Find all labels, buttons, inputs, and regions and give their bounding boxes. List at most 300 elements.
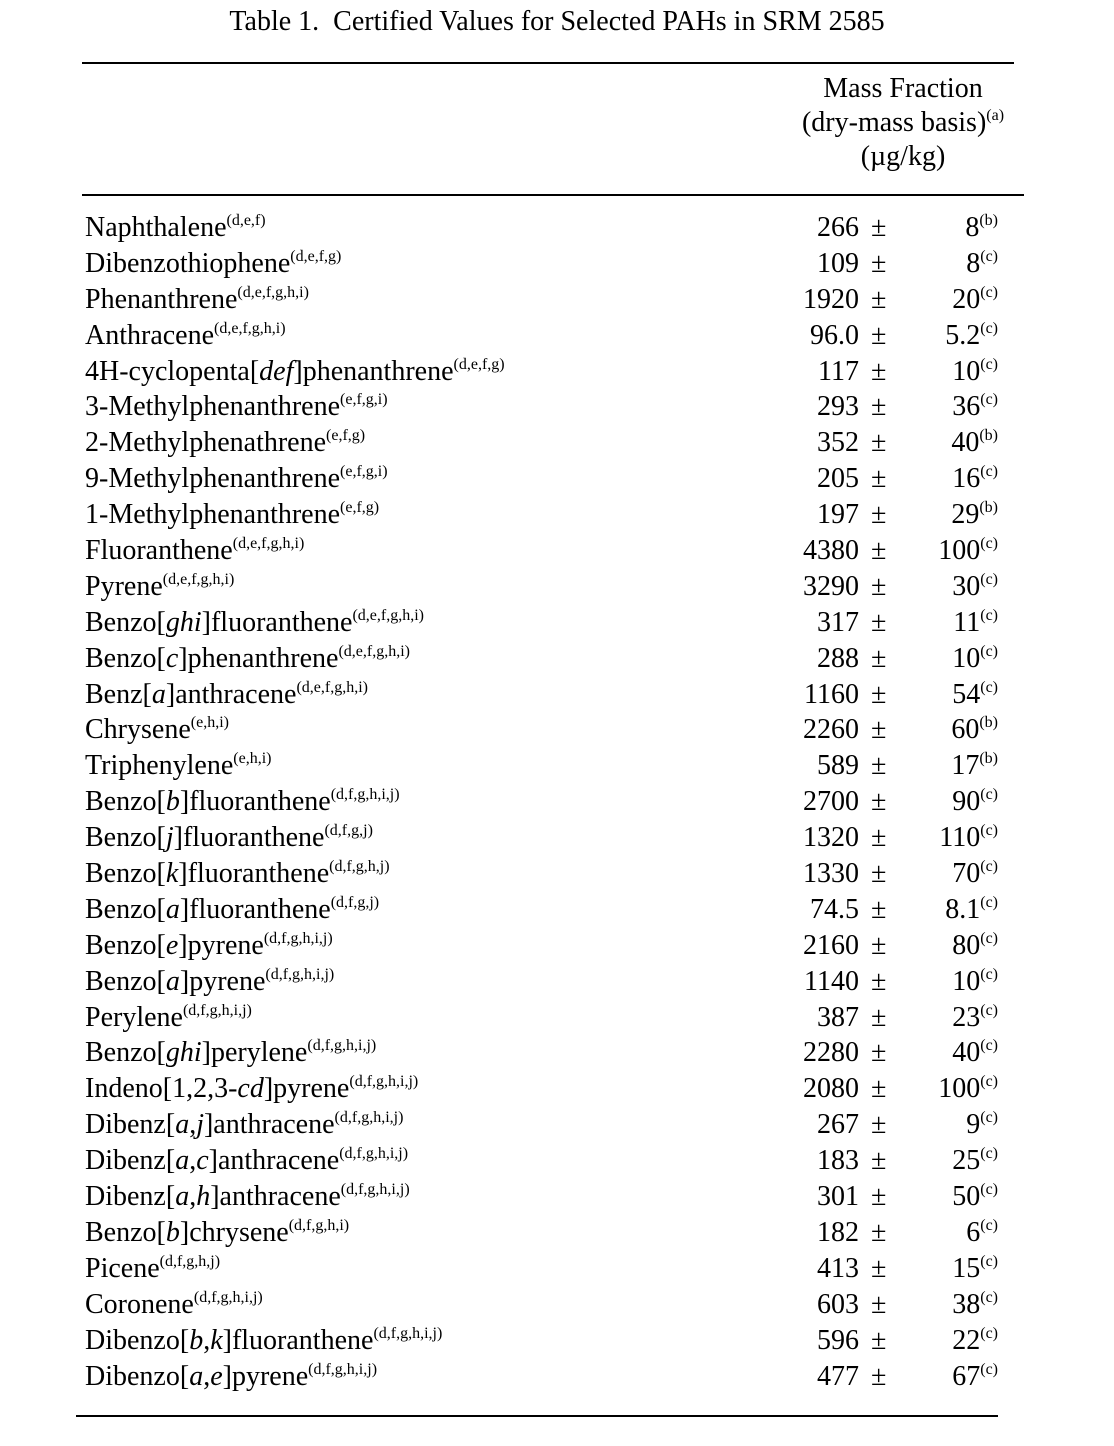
table-row bbox=[0, 389, 1114, 425]
compound-method-notes: (d,f,g,h,i,j) bbox=[349, 1073, 419, 1091]
compound-name bbox=[85, 461, 388, 497]
uncertainty-note: (c) bbox=[980, 247, 998, 265]
uncertainty-number: 25 bbox=[952, 1145, 981, 1177]
table-title: Table 1. Certified Values for Selected PAHs in SRM 2585 bbox=[229, 6, 885, 37]
compound-name-text: 3-Methylphenanthrene bbox=[85, 391, 341, 423]
mass-fraction-value: 2080 bbox=[803, 1073, 859, 1105]
uncertainty-number: 8 bbox=[966, 247, 981, 279]
mass-fraction-value: 2280 bbox=[803, 1037, 859, 1069]
mass-fraction-value: 183 bbox=[817, 1145, 859, 1177]
table-row bbox=[0, 1287, 1114, 1323]
compound-method-notes: (d,f,g,h,i,j) bbox=[182, 1001, 252, 1019]
uncertainty-note: (b) bbox=[979, 212, 998, 229]
mass-fraction-value: 603 bbox=[817, 1288, 859, 1320]
plus-minus-symbol: ± bbox=[871, 714, 887, 746]
compound-name bbox=[85, 1215, 349, 1251]
mass-fraction-value: 2700 bbox=[803, 786, 859, 818]
compound-method-notes: (d,f,g,h,i,j) bbox=[308, 1360, 378, 1378]
table-row bbox=[0, 1107, 1114, 1143]
table-row bbox=[0, 892, 1114, 928]
compound-name-text: Phenanthrene bbox=[85, 283, 238, 315]
compound-name-text: 2-Methylphenathrene bbox=[85, 427, 327, 459]
compound-method-notes: (d,e,f,g,h,i) bbox=[214, 319, 286, 337]
mass-fraction-value: 1330 bbox=[803, 858, 859, 890]
uncertainty-note: (b) bbox=[979, 714, 998, 732]
compound-name bbox=[85, 605, 424, 641]
mass-fraction-value: 267 bbox=[817, 1109, 859, 1141]
uncertainty-value bbox=[952, 784, 998, 820]
uncertainty-value bbox=[952, 282, 998, 318]
compound-name-text: Benzo[a]pyrene bbox=[85, 965, 266, 997]
compound-name bbox=[85, 1323, 442, 1359]
plus-minus-symbol: ± bbox=[871, 535, 887, 567]
plus-minus-symbol: ± bbox=[871, 1145, 887, 1177]
uncertainty-number: 90 bbox=[952, 786, 981, 818]
uncertainty-number: 10 bbox=[952, 965, 981, 997]
uncertainty-number: 54 bbox=[952, 678, 981, 710]
uncertainty-number: 30 bbox=[952, 570, 981, 602]
compound-method-notes: (e,f,g) bbox=[326, 427, 366, 445]
compound-name bbox=[85, 712, 229, 748]
uncertainty-note: (c) bbox=[980, 893, 998, 911]
plus-minus-symbol: ± bbox=[871, 606, 887, 638]
compound-method-notes: (d,e,f,g,h,i) bbox=[232, 535, 305, 553]
compound-method-notes: (d,e,f,g,h,i) bbox=[352, 606, 424, 624]
plus-minus-symbol: ± bbox=[871, 319, 887, 351]
mass-fraction-value: 317 bbox=[817, 606, 859, 638]
plus-minus-symbol: ± bbox=[871, 427, 887, 459]
table-row bbox=[0, 1179, 1114, 1215]
uncertainty-note: (b) bbox=[979, 499, 998, 517]
uncertainty-value bbox=[938, 533, 998, 569]
uncertainty-value bbox=[952, 856, 998, 892]
mass-fraction-value: 109 bbox=[817, 247, 859, 279]
uncertainty-value bbox=[939, 820, 998, 856]
compound-method-notes: (d,f,g,h,i,j) bbox=[193, 1288, 263, 1306]
compound-method-notes: (d,f,g,h,j) bbox=[159, 1252, 221, 1270]
compound-name bbox=[85, 1179, 410, 1215]
uncertainty-number: 8 bbox=[965, 212, 980, 243]
uncertainty-value bbox=[966, 1215, 998, 1251]
table-row bbox=[0, 1071, 1114, 1107]
mass-fraction-value: 266 bbox=[817, 212, 859, 243]
plus-minus-symbol: ± bbox=[871, 893, 887, 925]
plus-minus-symbol: ± bbox=[871, 1037, 887, 1069]
compound-name bbox=[85, 856, 390, 892]
compound-name-text: Benzo[j]fluoranthene bbox=[85, 822, 325, 854]
compound-name-text: Naphthalene bbox=[85, 212, 227, 243]
uncertainty-number: 50 bbox=[952, 1181, 981, 1213]
compound-method-notes: (e,f,g,i) bbox=[340, 463, 388, 481]
uncertainty-value bbox=[952, 354, 998, 390]
mass-fraction-value: 288 bbox=[817, 642, 859, 674]
compound-name-text: Indeno[1,2,3-cd]pyrene bbox=[85, 1073, 350, 1105]
compound-name-text: Picene bbox=[85, 1252, 160, 1284]
plus-minus-symbol: ± bbox=[871, 1216, 887, 1248]
mass-fraction-value: 1920 bbox=[803, 283, 859, 315]
compound-method-notes: (e,h,i) bbox=[233, 750, 272, 768]
plus-minus-symbol: ± bbox=[871, 391, 887, 423]
table-row bbox=[0, 712, 1114, 748]
uncertainty-value bbox=[945, 318, 998, 354]
compound-method-notes: (d,f,g,h,i,j) bbox=[334, 1109, 404, 1127]
uncertainty-value bbox=[952, 569, 998, 605]
uncertainty-number: 40 bbox=[951, 427, 980, 459]
mass-fraction-value: 1140 bbox=[804, 965, 859, 997]
uncertainty-number: 29 bbox=[951, 499, 980, 531]
compound-name-text: Benzo[b]chrysene bbox=[85, 1216, 289, 1248]
compound-name bbox=[85, 892, 379, 928]
compound-method-notes: (e,h,i) bbox=[190, 714, 229, 732]
compound-name bbox=[85, 748, 272, 784]
uncertainty-value bbox=[952, 1359, 998, 1395]
compound-method-notes: (d,f,g,h,i,j) bbox=[373, 1324, 443, 1342]
compound-method-notes: (d,f,g,h,i,j) bbox=[307, 1037, 377, 1055]
uncertainty-note: (c) bbox=[980, 858, 998, 876]
compound-name bbox=[85, 1000, 252, 1036]
compound-name-text: Benzo[ghi]perylene bbox=[85, 1037, 308, 1069]
mass-fraction-value: 293 bbox=[817, 391, 859, 423]
table-row bbox=[0, 318, 1114, 354]
compound-name-text: Dibenz[a,c]anthracene bbox=[85, 1145, 340, 1177]
uncertainty-value bbox=[952, 1143, 998, 1179]
compound-method-notes: (e,f,g) bbox=[340, 499, 380, 517]
mass-fraction-value: 3290 bbox=[803, 570, 859, 602]
compound-name-text: Coronene bbox=[85, 1288, 194, 1320]
mass-fraction-value: 413 bbox=[817, 1252, 859, 1284]
uncertainty-value bbox=[952, 1000, 998, 1036]
mass-fraction-value: 589 bbox=[817, 750, 859, 782]
table-row bbox=[0, 856, 1114, 892]
table-row bbox=[0, 1323, 1114, 1359]
compound-name bbox=[85, 964, 334, 1000]
uncertainty-note: (c) bbox=[980, 1001, 998, 1019]
uncertainty-number: 22 bbox=[952, 1324, 981, 1356]
uncertainty-note: (c) bbox=[980, 678, 998, 696]
uncertainty-value bbox=[952, 641, 998, 677]
compound-name-text: Fluoranthene bbox=[85, 535, 233, 567]
header-line-2-text: (dry-mass basis) bbox=[801, 107, 987, 138]
table-row bbox=[0, 748, 1114, 784]
compound-method-notes: (d,f,g,h,i,j) bbox=[339, 1145, 409, 1163]
table-row bbox=[0, 677, 1114, 713]
compound-method-notes: (d,e,f,g,h,i) bbox=[237, 283, 309, 301]
compound-name bbox=[85, 1035, 376, 1071]
uncertainty-number: 80 bbox=[952, 929, 981, 961]
uncertainty-value bbox=[951, 748, 998, 784]
plus-minus-symbol: ± bbox=[871, 642, 887, 674]
uncertainty-number: 17 bbox=[951, 750, 980, 782]
plus-minus-symbol: ± bbox=[871, 1360, 887, 1392]
uncertainty-note: (c) bbox=[980, 283, 998, 301]
mass-fraction-value: 301 bbox=[817, 1181, 859, 1213]
compound-name-text: Anthracene bbox=[85, 319, 215, 351]
uncertainty-value bbox=[951, 425, 998, 461]
table-row bbox=[0, 461, 1114, 497]
compound-method-notes: (d,f,g,h,i,j) bbox=[263, 929, 333, 947]
compound-name-text: Chrysene bbox=[85, 714, 191, 746]
uncertainty-note: (c) bbox=[980, 786, 998, 804]
compound-name-text: 4H-cyclopenta[def]phenanthrene bbox=[85, 355, 454, 387]
uncertainty-note: (c) bbox=[980, 965, 998, 983]
compound-method-notes: (d,e,f) bbox=[226, 212, 266, 229]
compound-method-notes: (d,f,g,h,i,j) bbox=[340, 1181, 410, 1199]
plus-minus-symbol: ± bbox=[871, 212, 887, 243]
uncertainty-value bbox=[952, 1251, 998, 1287]
uncertainty-number: 8.1 bbox=[945, 893, 981, 925]
compound-name bbox=[85, 928, 333, 964]
compound-name bbox=[85, 533, 304, 569]
compound-method-notes: (d,f,g,h,i) bbox=[288, 1216, 350, 1234]
plus-minus-symbol: ± bbox=[871, 1073, 887, 1105]
uncertainty-note: (c) bbox=[980, 1252, 998, 1270]
uncertainty-value bbox=[952, 389, 998, 425]
uncertainty-note: (c) bbox=[980, 535, 998, 553]
table-row bbox=[0, 964, 1114, 1000]
table-row bbox=[0, 425, 1114, 461]
table-body bbox=[0, 210, 1114, 1394]
compound-name bbox=[85, 246, 341, 282]
mass-fraction-value: 205 bbox=[817, 463, 859, 495]
compound-name bbox=[85, 1107, 403, 1143]
uncertainty-number: 70 bbox=[952, 858, 981, 890]
table-row bbox=[0, 246, 1114, 282]
uncertainty-note: (c) bbox=[980, 319, 998, 337]
uncertainty-note: (c) bbox=[980, 642, 998, 660]
uncertainty-value bbox=[951, 497, 998, 533]
compound-name bbox=[85, 784, 400, 820]
compound-name bbox=[85, 318, 286, 354]
compound-name-text: Benzo[a]fluoranthene bbox=[85, 893, 331, 925]
table-row bbox=[0, 497, 1114, 533]
compound-name-text: 1-Methylphenanthrene bbox=[85, 499, 341, 531]
table-row bbox=[0, 1000, 1114, 1036]
table-row bbox=[0, 282, 1114, 318]
compound-name bbox=[85, 677, 368, 713]
mass-fraction-value: 352 bbox=[817, 427, 859, 459]
compound-name bbox=[85, 1143, 408, 1179]
uncertainty-number: 5.2 bbox=[945, 319, 981, 351]
compound-method-notes: (d,f,g,h,i,j) bbox=[330, 786, 400, 804]
uncertainty-value bbox=[951, 712, 998, 748]
uncertainty-value bbox=[952, 1035, 998, 1071]
compound-name bbox=[85, 425, 365, 461]
uncertainty-number: 100 bbox=[938, 535, 981, 567]
mass-fraction-value: 477 bbox=[817, 1360, 859, 1392]
uncertainty-number: 110 bbox=[939, 822, 981, 854]
uncertainty-number: 6 bbox=[966, 1216, 981, 1248]
uncertainty-note: (c) bbox=[980, 1073, 998, 1091]
uncertainty-note: (b) bbox=[979, 750, 998, 768]
mass-fraction-value: 182 bbox=[817, 1216, 859, 1248]
uncertainty-note: (c) bbox=[980, 929, 998, 947]
uncertainty-note: (b) bbox=[979, 427, 998, 445]
plus-minus-symbol: ± bbox=[871, 283, 887, 315]
plus-minus-symbol: ± bbox=[871, 570, 887, 602]
uncertainty-note: (c) bbox=[980, 1181, 998, 1199]
compound-name bbox=[85, 282, 309, 318]
mass-fraction-value: 197 bbox=[817, 499, 859, 531]
compound-name bbox=[85, 1251, 220, 1287]
uncertainty-value bbox=[952, 1323, 998, 1359]
uncertainty-number: 38 bbox=[952, 1288, 981, 1320]
compound-name-text: Benzo[ghi]fluoranthene bbox=[85, 606, 353, 638]
uncertainty-number: 100 bbox=[938, 1073, 981, 1105]
mass-fraction-value: 96.0 bbox=[810, 319, 859, 351]
compound-name bbox=[85, 1071, 418, 1107]
mass-fraction-value: 2260 bbox=[803, 714, 859, 746]
compound-name-text: Benzo[k]fluoranthene bbox=[85, 858, 330, 890]
uncertainty-value bbox=[952, 677, 998, 713]
uncertainty-value bbox=[952, 964, 998, 1000]
uncertainty-note: (c) bbox=[980, 1109, 998, 1127]
compound-method-notes: (d,e,f,g) bbox=[290, 247, 342, 265]
compound-name-text: Dibenzothiophene bbox=[85, 247, 291, 279]
plus-minus-symbol: ± bbox=[871, 247, 887, 279]
uncertainty-note: (c) bbox=[980, 391, 998, 409]
uncertainty-number: 20 bbox=[952, 283, 981, 315]
mass-fraction-value: 4380 bbox=[803, 535, 859, 567]
plus-minus-symbol: ± bbox=[871, 1109, 887, 1141]
table-row bbox=[0, 354, 1114, 390]
table-row bbox=[0, 1215, 1114, 1251]
uncertainty-value bbox=[966, 1107, 998, 1143]
mass-fraction-value: 1160 bbox=[804, 678, 859, 710]
compound-name bbox=[85, 641, 410, 677]
compound-name bbox=[85, 569, 234, 605]
header-footnote-marker: (a) bbox=[986, 107, 1005, 124]
uncertainty-value bbox=[938, 1071, 998, 1107]
compound-name-text: Dibenz[a,h]anthracene bbox=[85, 1181, 341, 1213]
table-row bbox=[0, 641, 1114, 677]
top-rule bbox=[82, 62, 1014, 64]
plus-minus-symbol: ± bbox=[871, 750, 887, 782]
uncertainty-note: (c) bbox=[980, 1037, 998, 1055]
uncertainty-number: 67 bbox=[952, 1360, 981, 1392]
compound-method-notes: (d,f,g,h,j) bbox=[329, 858, 390, 876]
compound-name-text: Benz[a]anthracene bbox=[85, 678, 297, 710]
table-row bbox=[0, 569, 1114, 605]
compound-name-text: Benzo[c]phenanthrene bbox=[85, 642, 339, 674]
table-row bbox=[0, 605, 1114, 641]
compound-name-text: Dibenzo[b,k]fluoranthene bbox=[85, 1324, 374, 1356]
table-row bbox=[0, 784, 1114, 820]
plus-minus-symbol: ± bbox=[871, 965, 887, 997]
table-row bbox=[0, 210, 1114, 246]
table-row bbox=[0, 1035, 1114, 1071]
uncertainty-number: 36 bbox=[952, 391, 981, 423]
plus-minus-symbol: ± bbox=[871, 1252, 887, 1284]
uncertainty-note: (c) bbox=[980, 463, 998, 481]
uncertainty-note: (c) bbox=[980, 822, 998, 840]
uncertainty-number: 9 bbox=[966, 1109, 981, 1141]
plus-minus-symbol: ± bbox=[871, 499, 887, 531]
compound-name-text: Benzo[b]fluoranthene bbox=[85, 786, 331, 818]
uncertainty-note: (c) bbox=[980, 1288, 998, 1306]
table-row bbox=[0, 820, 1114, 856]
header-line-1: Mass Fraction bbox=[823, 73, 983, 104]
bottom-rule bbox=[76, 1415, 998, 1417]
plus-minus-symbol: ± bbox=[871, 1181, 887, 1213]
uncertainty-note: (c) bbox=[980, 570, 998, 588]
uncertainty-number: 10 bbox=[952, 355, 981, 387]
uncertainty-note: (c) bbox=[980, 1216, 998, 1234]
plus-minus-symbol: ± bbox=[871, 786, 887, 818]
compound-name-text: Benzo[e]pyrene bbox=[85, 929, 264, 961]
plus-minus-symbol: ± bbox=[871, 463, 887, 495]
table-row bbox=[0, 928, 1114, 964]
compound-method-notes: (d,e,f,g,h,i) bbox=[338, 642, 410, 660]
uncertainty-note: (c) bbox=[980, 1145, 998, 1163]
uncertainty-value bbox=[952, 1287, 998, 1323]
mass-fraction-value: 2160 bbox=[803, 929, 859, 961]
header-line-3: (µg/kg) bbox=[860, 141, 946, 172]
uncertainty-number: 23 bbox=[952, 1001, 981, 1033]
compound-name-text: Perylene bbox=[85, 1001, 183, 1033]
compound-name-text: Triphenylene bbox=[85, 750, 234, 782]
mass-fraction-value: 117 bbox=[818, 355, 859, 387]
uncertainty-value bbox=[945, 892, 998, 928]
compound-method-notes: (d,e,f,g) bbox=[453, 355, 505, 373]
compound-name-text: Pyrene bbox=[85, 570, 163, 602]
uncertainty-number: 11 bbox=[953, 606, 981, 638]
uncertainty-value bbox=[952, 461, 998, 497]
uncertainty-number: 40 bbox=[952, 1037, 981, 1069]
uncertainty-value bbox=[953, 605, 998, 641]
plus-minus-symbol: ± bbox=[871, 1288, 887, 1320]
table-row bbox=[0, 533, 1114, 569]
uncertainty-value bbox=[952, 1179, 998, 1215]
plus-minus-symbol: ± bbox=[871, 355, 887, 387]
compound-method-notes: (d,e,f,g,h,i) bbox=[296, 678, 368, 696]
uncertainty-value bbox=[966, 246, 998, 282]
uncertainty-number: 16 bbox=[952, 463, 981, 495]
compound-name bbox=[85, 1287, 263, 1323]
compound-method-notes: (d,e,f,g,h,i) bbox=[162, 570, 235, 588]
uncertainty-number: 60 bbox=[951, 714, 980, 746]
uncertainty-value bbox=[965, 210, 998, 246]
compound-name-text: 9-Methylphenanthrene bbox=[85, 463, 341, 495]
table-row bbox=[0, 1143, 1114, 1179]
plus-minus-symbol: ± bbox=[871, 1324, 887, 1356]
compound-name-text: Dibenzo[a,e]pyrene bbox=[85, 1360, 309, 1392]
mass-fraction-value: 596 bbox=[817, 1324, 859, 1356]
compound-name bbox=[85, 497, 379, 533]
plus-minus-symbol: ± bbox=[871, 822, 887, 854]
uncertainty-note: (c) bbox=[980, 1324, 998, 1342]
uncertainty-value bbox=[952, 928, 998, 964]
compound-name bbox=[85, 210, 266, 246]
compound-method-notes: (d,f,g,j) bbox=[330, 893, 380, 911]
uncertainty-note: (c) bbox=[980, 355, 998, 373]
uncertainty-number: 15 bbox=[952, 1252, 981, 1284]
plus-minus-symbol: ± bbox=[871, 858, 887, 890]
header-rule bbox=[82, 194, 1024, 196]
mass-fraction-value: 1320 bbox=[803, 822, 859, 854]
plus-minus-symbol: ± bbox=[871, 678, 887, 710]
table-row bbox=[0, 1359, 1114, 1395]
compound-name bbox=[85, 354, 505, 390]
compound-method-notes: (d,f,g,h,i,j) bbox=[265, 965, 335, 983]
compound-method-notes: (e,f,g,i) bbox=[340, 391, 388, 409]
compound-name bbox=[85, 389, 388, 425]
column-header-mass-fraction bbox=[780, 72, 1026, 174]
compound-name bbox=[85, 1359, 377, 1395]
mass-fraction-value: 74.5 bbox=[810, 893, 859, 925]
compound-name bbox=[85, 820, 373, 856]
uncertainty-note: (c) bbox=[980, 1360, 998, 1378]
plus-minus-symbol: ± bbox=[871, 929, 887, 961]
